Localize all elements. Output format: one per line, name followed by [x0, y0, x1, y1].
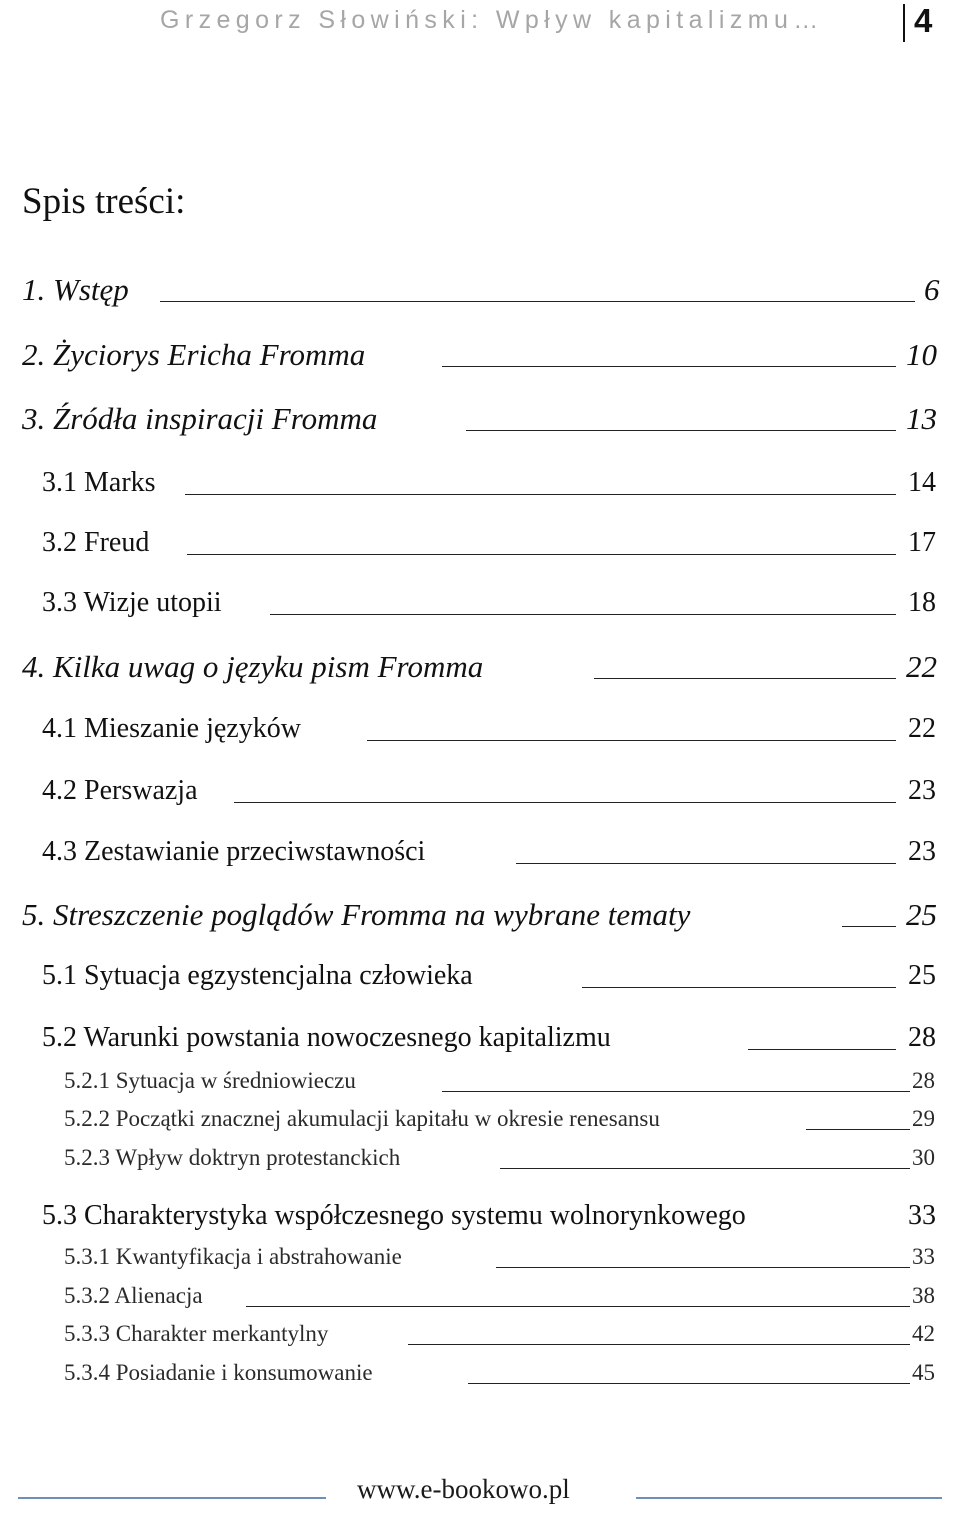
toc-entry-page: 28	[912, 1068, 935, 1093]
toc-entry-page: 22	[908, 713, 936, 744]
toc-leader-line	[160, 301, 915, 302]
toc-entry-page: 17	[908, 527, 936, 558]
toc-leader-line	[466, 430, 896, 431]
toc-entry-label: 5.3.4 Posiadanie i konsumowanie	[64, 1360, 373, 1385]
toc-leader-line	[594, 678, 896, 679]
toc-entry-page: 45	[912, 1360, 935, 1385]
toc-entry-label: 5.3.2 Alienacja	[64, 1283, 203, 1308]
toc-leader-line	[500, 1168, 910, 1169]
footer-left-rule	[18, 1497, 326, 1499]
header-title: Grzegorz Słowiński: Wpływ kapitalizmu…	[160, 6, 824, 34]
toc-entry-label: 5.2.1 Sytuacja w średniowieczu	[64, 1068, 356, 1093]
toc-entry-page: 25	[906, 897, 937, 932]
toc-entry-label: 3.2 Freud	[42, 527, 150, 558]
toc-entry-page: 14	[908, 467, 936, 498]
toc-entry-page: 33	[912, 1244, 935, 1269]
toc-entry-label: 5.3 Charakterystyka współczesnego systemu wolnorynkowego	[42, 1200, 746, 1231]
toc-entry-label: 5.2.3 Wpływ doktryn protestanckich	[64, 1145, 401, 1170]
toc-entry-label: 2. Życiorys Ericha Fromma	[22, 337, 366, 372]
toc-entry-page: 29	[912, 1106, 935, 1131]
toc-entry-label: 5.1 Sytuacja egzystencjalna człowieka	[42, 960, 473, 991]
toc-entry-label: 4.2 Perswazja	[42, 775, 198, 806]
toc-leader-line	[748, 1049, 896, 1050]
toc-leader-line	[496, 1267, 910, 1268]
toc-entry-label: 5.2 Warunki powstania nowoczesnego kapitalizmu	[42, 1022, 611, 1053]
toc-leader-line	[187, 554, 896, 555]
page-header	[0, 0, 960, 50]
toc-entry-page: 10	[906, 337, 937, 372]
toc-leader-line	[468, 1383, 910, 1384]
toc-leader-line	[806, 1129, 910, 1130]
toc-entry-label: 5.3.1 Kwantyfikacja i abstrahowanie	[64, 1244, 402, 1269]
toc-entry-label: 1. Wstęp	[22, 272, 129, 307]
toc-leader-line	[842, 926, 896, 927]
toc-entry-label: 3.3 Wizje utopii	[42, 587, 222, 618]
toc-entry-label: 4.1 Mieszanie języków	[42, 713, 301, 744]
toc-entry-label: 4.3 Zestawianie przeciwstawności	[42, 836, 426, 867]
toc-entry-page: 18	[908, 587, 936, 618]
header-page-number: 4	[914, 2, 933, 39]
toc-leader-line	[442, 1091, 910, 1092]
toc-entry-label: 4. Kilka uwag o języku pism Fromma	[22, 649, 484, 684]
header-divider	[903, 4, 905, 42]
toc-leader-line	[516, 863, 896, 864]
toc-leader-line	[246, 1306, 910, 1307]
toc-entry-label: 5.2.2 Początki znacznej akumulacji kapitału w okresie renesansu	[64, 1106, 660, 1131]
toc-leader-line	[185, 494, 896, 495]
toc-entry-page: 28	[908, 1022, 936, 1053]
toc-entry-page: 13	[906, 401, 937, 436]
toc-leader-line	[234, 802, 896, 803]
footer-website-link[interactable]: www.e-bookowo.pl	[357, 1474, 570, 1504]
toc-heading: Spis treści:	[22, 181, 186, 222]
toc-leader-line	[408, 1344, 910, 1345]
footer-right-rule	[636, 1497, 942, 1499]
toc-leader-line	[270, 614, 896, 615]
toc-entry-page: 25	[908, 960, 936, 991]
toc-leader-line	[582, 987, 896, 988]
toc-entry-label: 5. Streszczenie poglądów Fromma na wybrane tematy	[22, 897, 691, 932]
toc-entry-page: 38	[912, 1283, 935, 1308]
toc-entry-page: 22	[906, 649, 937, 684]
toc-leader-line	[367, 740, 896, 741]
toc-entry-page: 6	[924, 272, 940, 307]
toc-entry-page: 23	[908, 775, 936, 806]
toc-entry-label: 3. Źródła inspiracji Fromma	[22, 401, 378, 436]
toc-entry-page: 42	[912, 1321, 935, 1346]
toc-entry-label: 3.1 Marks	[42, 467, 156, 498]
toc-leader-line	[442, 366, 896, 367]
toc-entry-page: 33	[908, 1200, 936, 1231]
toc-entry-label: 5.3.3 Charakter merkantylny	[64, 1321, 329, 1346]
toc-entry-page: 23	[908, 836, 936, 867]
toc-entry-page: 30	[912, 1145, 935, 1170]
